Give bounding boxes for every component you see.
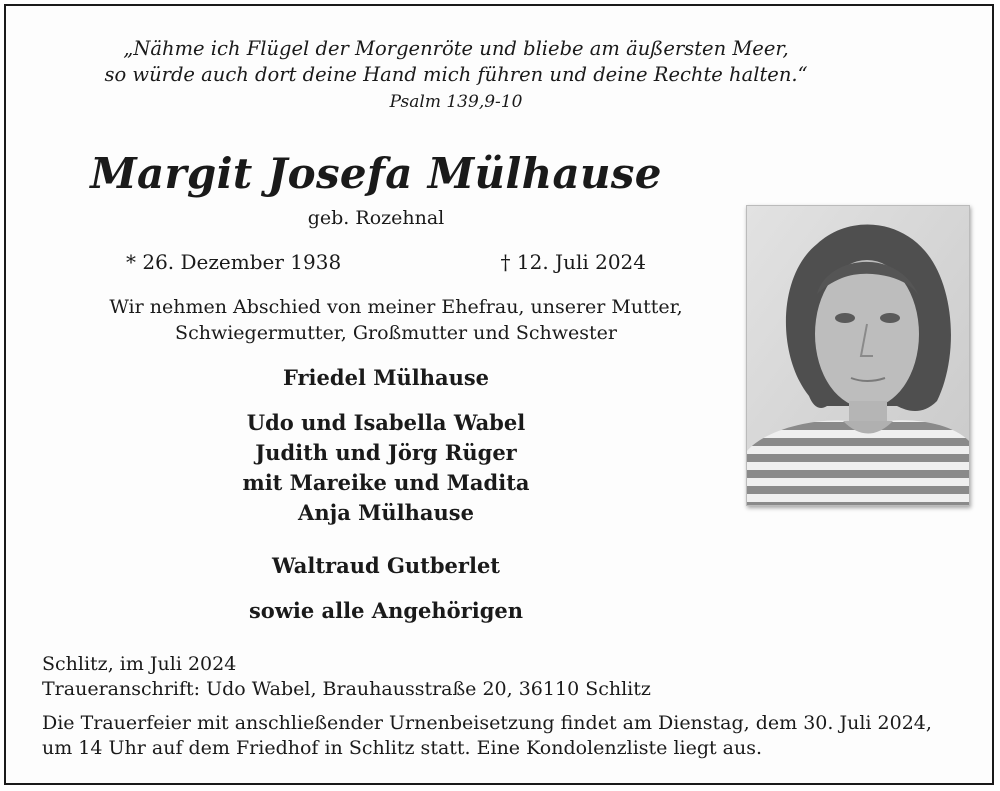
mourner-others: sowie alle Angehörigen [248, 598, 524, 623]
portrait-photo [746, 205, 970, 506]
deceased-name: Margit Josefa Mülhause [90, 149, 662, 198]
verse-line-2: so würde auch dort deine Hand mich führen und deine Rechte halten.“ [104, 63, 808, 86]
mourner-line: Anja Mülhause [298, 500, 474, 525]
farewell-text [46, 294, 746, 346]
mourner-sibling: Waltraud Gutberlet [271, 553, 501, 578]
ceremony-info [42, 711, 982, 761]
verse-line-1: „Nähme ich Flügel der Morgenröte und bliebe am äußersten Meer, [123, 37, 789, 60]
mourner-children [46, 408, 726, 528]
death-date: † 12. Juli 2024 [500, 250, 646, 274]
life-dates [126, 250, 646, 274]
obituary-notice [4, 4, 994, 785]
mourner-line: Judith und Jörg Rüger [255, 440, 517, 465]
footer-info [42, 652, 982, 702]
birth-date: * 26. Dezember 1938 [126, 250, 342, 274]
verse-reference: Psalm 139,9-10 [389, 92, 523, 112]
mourner-line: Udo und Isabella Wabel [246, 410, 526, 435]
place-date: Schlitz, im Juli 2024 [42, 653, 237, 675]
farewell-line-1: Wir nehmen Abschied von meiner Ehefrau, unserer Mutter, [109, 296, 683, 318]
mourner-line: mit Mareike und Madita [242, 470, 530, 495]
mourner-spouse: Friedel Mülhause [282, 365, 490, 390]
ceremony-line-2: um 14 Uhr auf dem Friedhof in Schlitz statt. Eine Kondolenzliste liegt aus. [42, 737, 763, 759]
farewell-line-2: Schwiegermutter, Großmutter und Schwester [175, 322, 617, 344]
portrait-image [747, 206, 969, 505]
mourning-address: Traueranschrift: Udo Wabel, Brauhausstraße 20, 36110 Schlitz [42, 678, 651, 700]
birth-name: geb. Rozehnal [307, 207, 445, 229]
ceremony-line-1: Die Trauerfeier mit anschließender Urnenbeisetzung findet am Dienstag, dem 30. Juli 2024, [42, 712, 932, 734]
bible-verse [66, 36, 846, 88]
